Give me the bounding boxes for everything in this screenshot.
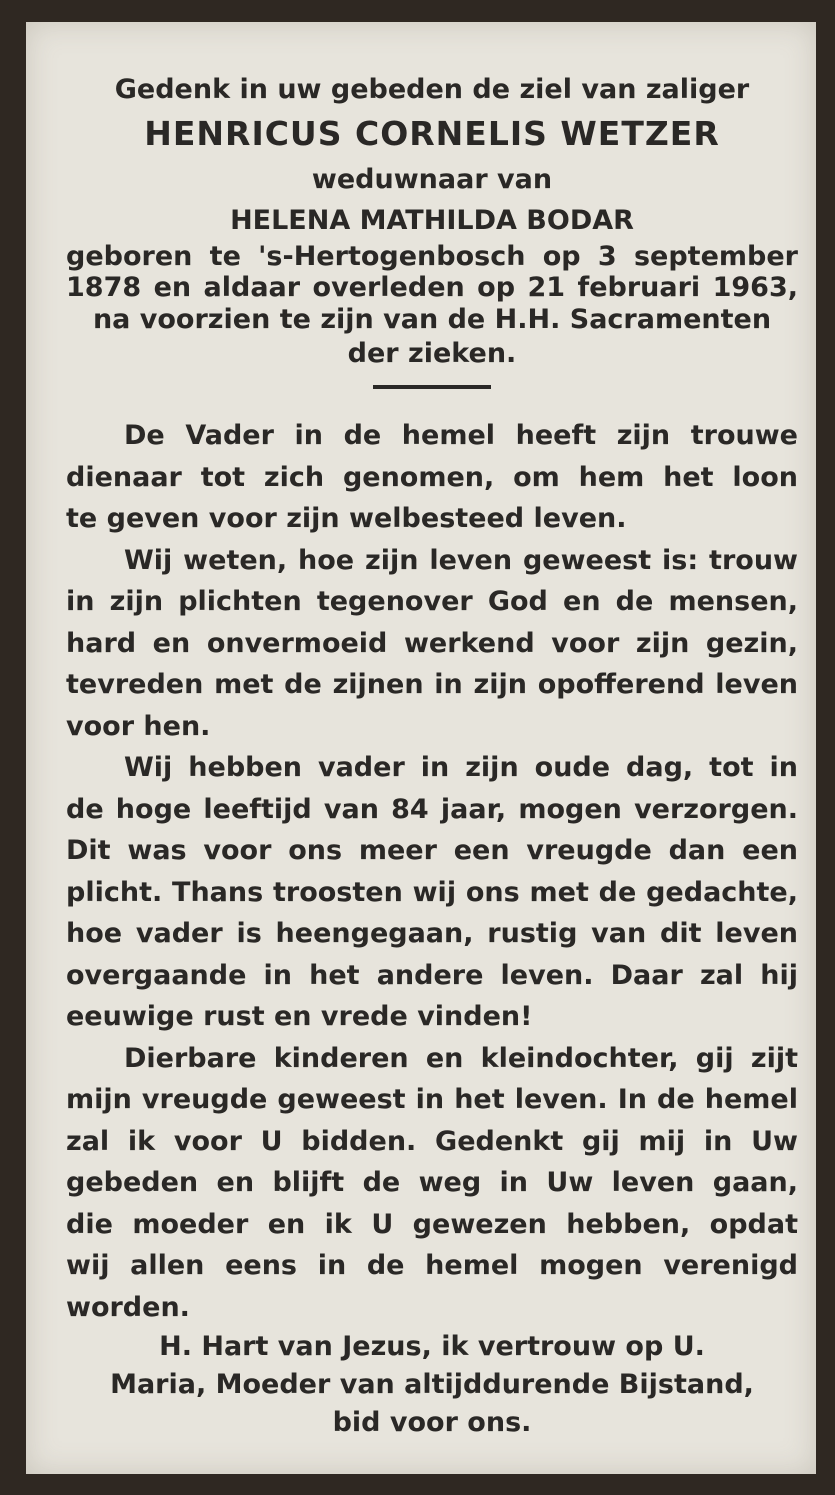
text-line: eeuwige rust en vrede vinden! xyxy=(66,1001,533,1032)
text-line: dienaar tot zich genomen, om hem het loon xyxy=(66,461,798,493)
text-line: overgaande in het andere leven. Daar zal hij xyxy=(66,959,798,991)
birth-death-block xyxy=(66,241,798,371)
birth-death-line: na voorzien te zijn van de H.H. Sacramenten xyxy=(92,304,772,335)
deceased-name: HENRICUS CORNELIS WETZER xyxy=(144,114,720,153)
text-line: De Vader in de hemel heeft zijn trouwe xyxy=(124,420,798,451)
text-line: hoe vader is heengegaan, rustig van dit leven xyxy=(66,918,798,949)
text-line: wij allen eens in de hemel mogen verenigd xyxy=(66,1250,798,1281)
text-line: die moeder en ik U gewezen hebben, opdat xyxy=(66,1208,798,1240)
intro-line: Gedenk in uw gebeden de ziel van zaliger xyxy=(114,74,750,105)
text-line: Wij hebben vader in zijn oude dag, tot in xyxy=(124,752,798,783)
text-line: worden. xyxy=(66,1291,190,1323)
paragraph-2 xyxy=(66,540,798,748)
birth-death-line: 1878 en aldaar overleden op 21 februari 1963, xyxy=(66,272,798,303)
birth-death-line: der zieken. xyxy=(347,338,517,369)
text-line: hard en onvermoeid werkend voor zijn gezin, xyxy=(66,627,798,659)
paragraph-1 xyxy=(66,415,798,540)
text-line: in zijn plichten tegenover God en de mensen, xyxy=(66,586,798,617)
text-line: Dit was voor ons meer een vreugde dan een xyxy=(66,835,798,866)
text-line: gebeden en blijft de weg in Uw leven gaan, xyxy=(66,1167,798,1198)
spouse-name: HELENA MATHILDA BODAR xyxy=(230,205,634,236)
relation-line: weduwnaar van xyxy=(311,164,553,195)
text-line: plicht. Thans troosten wij ons met de gedachte, xyxy=(66,876,798,908)
paragraph-4 xyxy=(66,1038,798,1329)
prayer-line: H. Hart van Jezus, ik vertrouw op U. xyxy=(159,1331,705,1362)
text-line: Dierbare kinderen en kleindochter, gij zijt xyxy=(124,1042,798,1074)
prayer-line: Maria, Moeder van altijddurende Bijstand, xyxy=(110,1369,754,1400)
paragraph-3 xyxy=(66,747,798,1038)
text-line: tevreden met de zijnen in zijn opofferend leven xyxy=(66,669,798,700)
memorial-card xyxy=(26,22,816,1474)
text-line: de hoge leeftijd van 84 jaar, mogen verzorgen. xyxy=(66,793,798,825)
text-line: voor hen. xyxy=(66,710,211,742)
text-line: mijn vreugde geweest in het leven. In de hemel xyxy=(66,1084,798,1115)
prayer-line: bid voor ons. xyxy=(332,1407,532,1438)
birth-death-line: geboren te 's-Hertogenbosch op 3 september xyxy=(66,241,798,272)
text-line: Wij weten, hoe zijn leven geweest is: trouw xyxy=(124,544,798,576)
text-line: zal ik voor U bidden. Gedenkt gij mij in Uw xyxy=(66,1125,798,1157)
divider-rule xyxy=(373,385,491,389)
card-content xyxy=(66,70,798,1442)
closing-prayers xyxy=(66,1328,798,1442)
text-line: te geven voor zijn welbesteed leven. xyxy=(66,503,627,534)
